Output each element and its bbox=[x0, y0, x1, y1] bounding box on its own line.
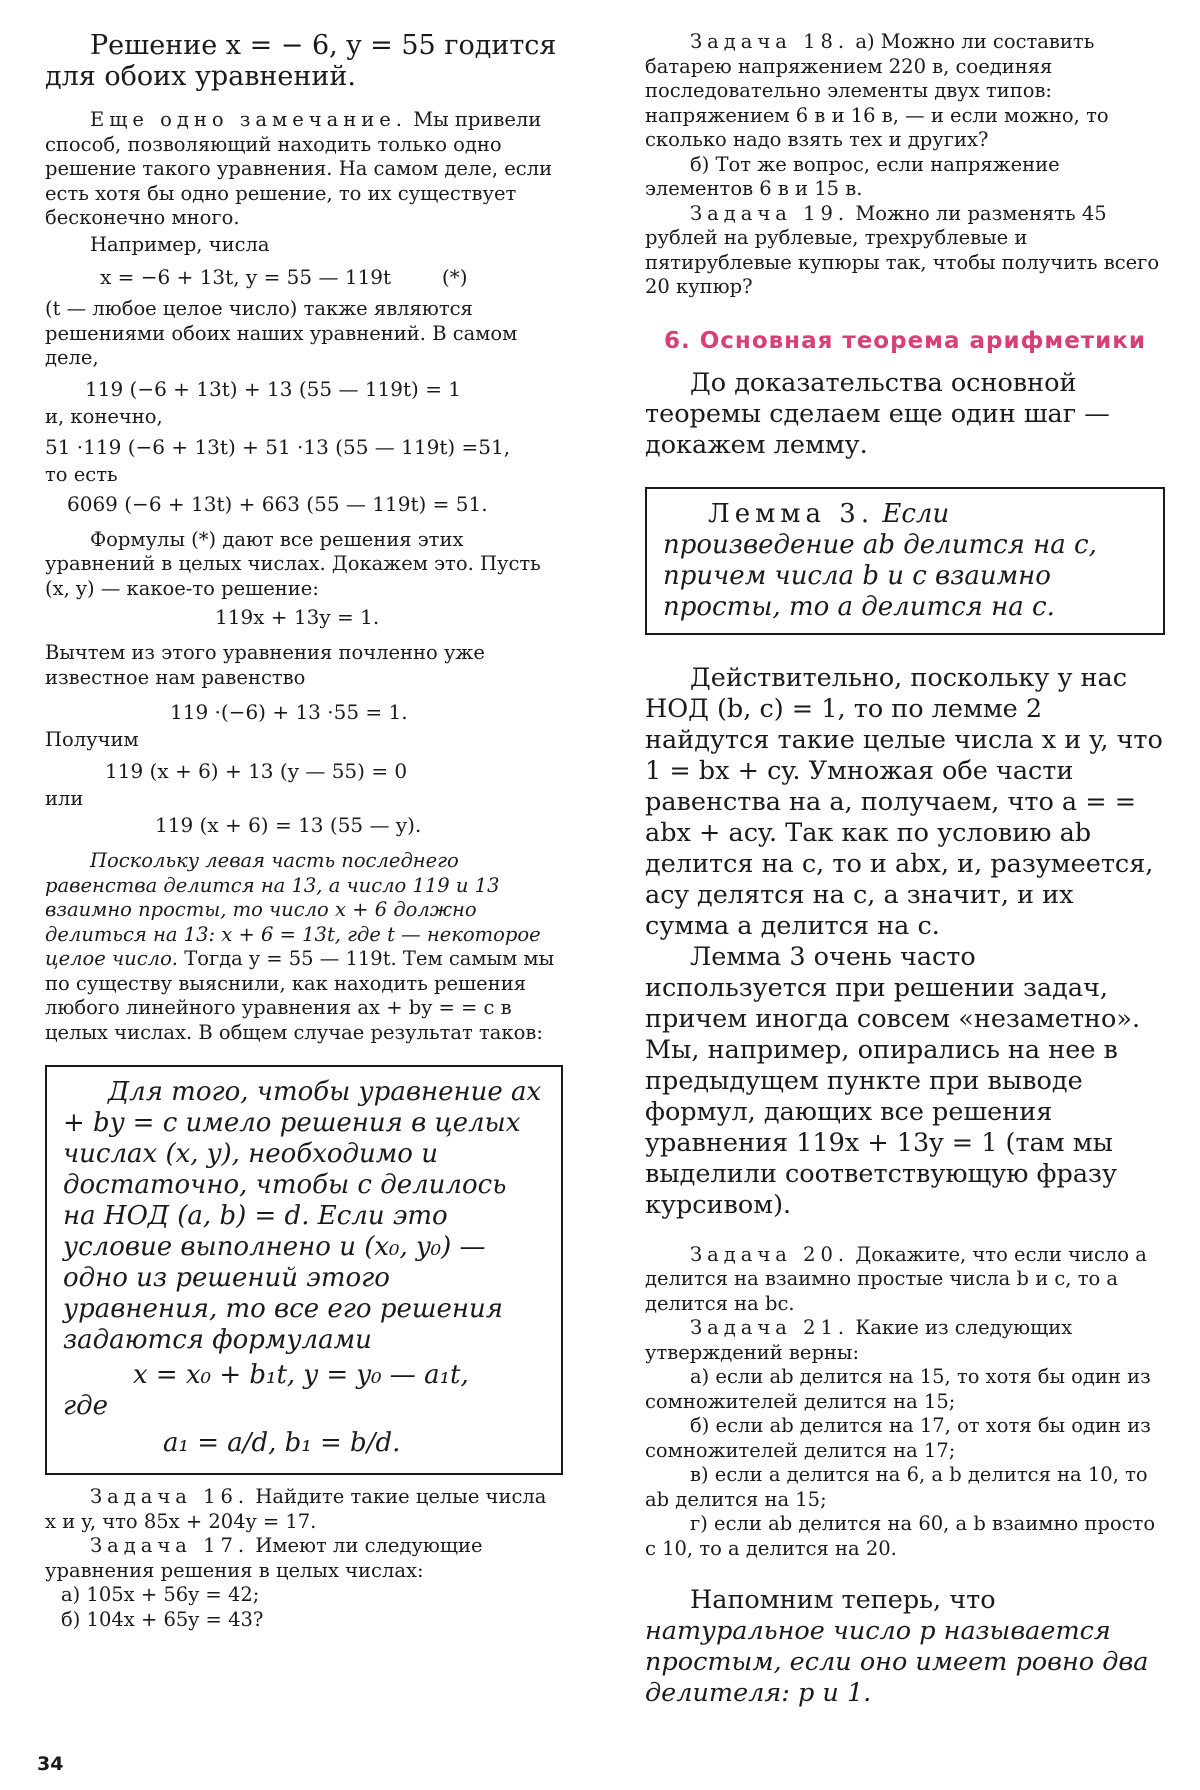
theorem-box bbox=[45, 1065, 563, 1475]
theorem-formula-2: a₁ = a/d, b₁ = b/d. bbox=[163, 1428, 401, 1458]
and-of-course: и, конечно, bbox=[45, 404, 163, 428]
formula-8: 119 (x + 6) = 13 (55 — y). bbox=[155, 813, 422, 837]
task-17-text: Имеют ли следующие уравнения решения в целых числах: bbox=[45, 1534, 483, 1582]
paragraph-4: Вычтем из этого уравнения почленно уже известное нам равенство bbox=[45, 641, 485, 689]
prime-start: Напомним теперь, что bbox=[690, 1585, 996, 1615]
task-21-d: г) если ab делится на 60, а b взаимно просто с 10, то a делится на 20. bbox=[645, 1512, 1156, 1560]
theorem-where: где bbox=[63, 1391, 109, 1421]
page-number: 34 bbox=[37, 1753, 64, 1775]
theorem-text: Для того, чтобы уравнение ax + by = c имело решения в целых числах (x, y), необходимо и достаточно, чтобы c делилось на НОД (a, b) = d. Если это условие выполнено и (x₀, y₀) — одно из решений этого уравнения, то все его решения задаются формулами bbox=[63, 1077, 542, 1355]
task-16-label: Задача 16. bbox=[90, 1485, 250, 1508]
or: или bbox=[45, 786, 84, 810]
theorem-formula-1: x = x₀ + b₁t, y = y₀ — a₁t, bbox=[133, 1360, 469, 1390]
we-get: Получим bbox=[45, 728, 139, 751]
formula-2: 119 (−6 + 13t) + 13 (55 — 119t) = 1 bbox=[85, 376, 462, 401]
for-example: Например, числа bbox=[90, 232, 270, 256]
task-19-text: Можно ли разменять 45 рублей на рублевые, трехрублевые и пятирублевые купюры так, чтобы получить всего 20 купюр? bbox=[645, 201, 1160, 298]
task-20-text: Докажите, что если число a делится на взаимно простые числа b и c, то a делится на bc. bbox=[645, 1242, 1147, 1315]
task-21-text: Какие из следующих утверждений верны: bbox=[645, 1316, 1073, 1364]
task-20 bbox=[645, 1243, 1165, 1317]
formula-1: x = −6 + 13t, y = 55 — 119t (*) bbox=[100, 265, 468, 289]
task-16-text: Найдите такие целые числа x и y, что 85x + 204y = 17. bbox=[45, 1485, 547, 1533]
task-17-a: а) 105x + 56y = 42; bbox=[61, 1583, 260, 1606]
remark-text: Мы привели способ, позволяющий находить только одно решение такого уравнения. На самом деле, если есть хотя бы одно решение, то их существует бесконечно много. bbox=[45, 108, 553, 229]
task-21-b: б) если ab делится на 17, от хотя бы один из сомножителей делится на 17; bbox=[645, 1414, 1151, 1462]
left-column bbox=[45, 30, 563, 1632]
right-column bbox=[645, 30, 1165, 1709]
task-18-label: Задача 18. bbox=[690, 30, 850, 53]
task-20-label: Задача 20. bbox=[690, 1242, 850, 1266]
task-17-label: Задача 17. bbox=[90, 1534, 250, 1557]
formula-4: 6069 (−6 + 13t) + 663 (55 — 119t) = 51. bbox=[67, 491, 488, 516]
that-is: то есть bbox=[45, 463, 118, 486]
task-18 bbox=[645, 30, 1165, 153]
formula-6: 119 ·(−6) + 13 ·55 = 1. bbox=[170, 700, 408, 724]
paragraph-3: Формулы (*) дают все решения этих уравнений в целых числах. Докажем это. Пусть (x, y) — какое-то решение: bbox=[45, 527, 541, 600]
task-19-label: Задача 19. bbox=[690, 201, 850, 225]
task-19 bbox=[645, 202, 1165, 300]
task-21-a: а) если ab делится на 15, то хотя бы один из сомножителей делится на 15; bbox=[645, 1365, 1151, 1413]
paragraph-intro: До доказательства основной теоремы сделаем еще один шаг — докажем лемму. bbox=[645, 367, 1110, 460]
paragraph-remark bbox=[45, 108, 563, 231]
lemma-paragraph bbox=[663, 499, 1147, 623]
formula-7: 119 (x + 6) + 13 (y — 55) = 0 bbox=[105, 758, 408, 783]
task-18-b: б) Тот же вопрос, если напряжение элементов 6 в и 15 в. bbox=[645, 152, 1060, 200]
task-17 bbox=[45, 1534, 563, 1583]
paragraph-5-italic: Поскольку левая часть последнего равенства делится на 13, а число 119 и 13 взаимно просты, то число x + 6 должно делиться на 13: x + 6 = 13t, где t — некоторое целое число. bbox=[45, 849, 541, 970]
formula-3: 51 ·119 (−6 + 13t) + 51 ·13 (55 — 119t) =51, bbox=[45, 435, 511, 459]
task-21 bbox=[645, 1316, 1165, 1365]
task-16 bbox=[45, 1485, 563, 1534]
paragraph-proof: Действительно, поскольку у нас НОД (b, c) = 1, то по лемме 2 найдутся такие целые числа x и y, что 1 = bx + cy. Умножая обе части равенства на a, получаем, что a = = abx + acy. Так как по условию ab делится на c, то и abx, и, разумеется, acy делятся на c, а значит, и их сумма a делится на c. bbox=[645, 662, 1163, 941]
paragraph-prime bbox=[645, 1585, 1165, 1709]
lemma-text: Если произведение ab делится на c, причем числа b и c взаимно просты, то a делится на c. bbox=[663, 498, 1097, 622]
paragraph-usage: Лемма 3 очень часто используется при решении задач, причем иногда совсем «незаметно». Мы, например, опирались на нее в предыдущем пункте при выводе формул, дающих все решения уравнения 119x + 13y = 1 (там мы выделили соответствующую фразу курсивом). bbox=[645, 941, 1141, 1220]
task-21-c: в) если a делится на 6, а b делится на 10, то ab делится на 15; bbox=[645, 1463, 1148, 1511]
lemma-box bbox=[645, 487, 1165, 635]
paragraph-solution: Решение x = − 6, y = 55 годится для обоих уравнений. bbox=[45, 30, 557, 92]
section-title: 6. Основная теорема арифметики bbox=[664, 327, 1146, 354]
lemma-label: Лемма 3. bbox=[708, 498, 875, 529]
remark-title: Еще одно замечание. bbox=[90, 108, 408, 131]
paragraph-5 bbox=[45, 849, 563, 1045]
formula-5: 119x + 13y = 1. bbox=[215, 605, 380, 629]
paragraph-2: (t — любое целое число) также являются решениями обоих наших уравнений. В самом деле, bbox=[45, 297, 518, 369]
task-21-label: Задача 21. bbox=[690, 1316, 850, 1339]
task-18-text: а) Можно ли составить батарею напряжением 220 в, соединяя последовательно элементы двух типов: напряжением 6 в и 16 в, — и если можно, то сколько надо взять тех и других? bbox=[645, 30, 1109, 151]
prime-definition: натуральное число p называется простым, если оно имеет ровно два делителя: p и 1. bbox=[645, 1616, 1149, 1708]
paragraph-5-rest: Тогда y = 55 — 119t. Тем самым мы по существу выяснили, как находить решения любого линейного уравнения ax + by = = c в целых числах. В общем случае результат таков: bbox=[45, 947, 555, 1044]
task-17-b: б) 104x + 65y = 43? bbox=[61, 1607, 264, 1631]
